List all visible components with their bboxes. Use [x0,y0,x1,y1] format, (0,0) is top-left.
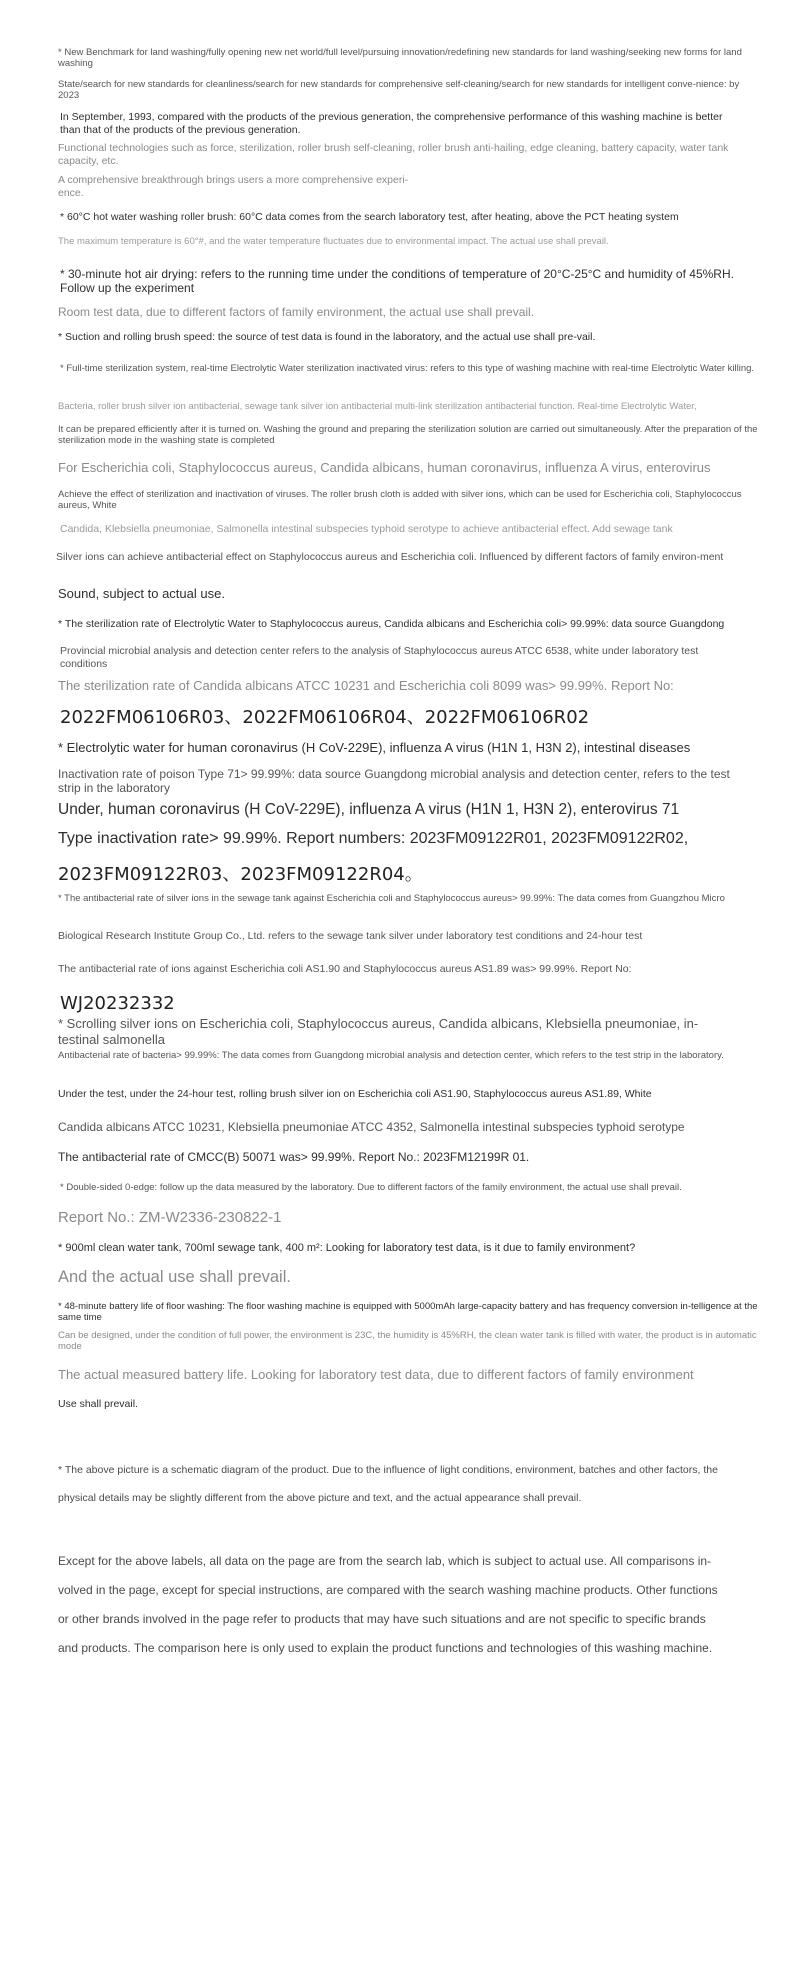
note-paragraph: Candida, Klebsiella pneumoniae, Salmonella intestinal subspecies typhoid serotype to achieve antibacterial effect. Add sewage tank [60,523,673,535]
disclaimer-paragraph: * The above picture is a schematic diagram of the product. Due to the influence of light conditions, environment, batches and other factors, the physical details may be slightly different from the above picture and text, and the actual appearance shall prevail. [58,1464,718,1504]
note-paragraph: Type inactivation rate> 99.99%. Report numbers: 2023FM09122R01, 2023FM09122R02, [58,830,689,847]
note-paragraph: And the actual use shall prevail. [58,1268,291,1286]
disclaimer-paragraph: Except for the above labels, all data on the page are from the search lab, which is subject to actual use. All comparisons in-volved in the page, except for special instructions, are compared with the search washing machine products. Other functions or other brands involved in the page refer to products that may have such situations and are not specific to specific brands and products. The comparison here is only used to explain the product functions and technologies of this washing machine. [58,1554,718,1655]
note-paragraph: The antibacterial rate of CMCC(B) 50071 was> 99.99%. Report No.: 2023FM12199R 01. [58,1150,530,1164]
report-number: WJ20232332 [60,993,175,1014]
note-paragraph: Provincial microbial analysis and detection center refers to the analysis of Staphylococcus aureus ATCC 6538, white under laboratory test conditions [60,645,699,670]
note-paragraph: * 900ml clean water tank, 700ml sewage tank, 400 m²: Looking for laboratory test data, is it due to family environment? [58,1242,636,1254]
note-paragraph: * 30-minute hot air drying: refers to the running time under the conditions of temperature of 20°C-25°C and humidity of 45%RH. Follow up the experiment [60,267,734,296]
note-paragraph: The sterilization rate of Candida albicans ATCC 10231 and Escherichia coli 8099 was> 99.99%. Report No: [58,678,674,693]
note-paragraph: * The antibacterial rate of silver ions in the sewage tank against Escherichia coli and Staphylococcus aureus> 99.99%: The data comes from Guangzhou Micro [58,893,725,904]
note-paragraph: Sound, subject to actual use. [58,586,225,601]
note-paragraph: * Full-time sterilization system, real-time Electrolytic Water sterilization inactivated virus: refers to this type of washing machine with real-time Electrolytic Water killing. [60,363,755,374]
note-paragraph: It can be prepared efficiently after it is turned on. Washing the ground and preparing the sterilization solution are carried out simultaneously. After the preparation of the sterilization mode in the washing state is completed [58,424,758,447]
note-paragraph: Candida albicans ATCC 10231, Klebsiella pneumoniae ATCC 4352, Salmonella intestinal subspecies typhoid serotype [58,1120,685,1134]
note-paragraph: Silver ions can achieve antibacterial effect on Staphylococcus aureus and Escherichia coli. Influenced by different factors of family environ-ment [56,551,724,563]
report-number: Report No.: ZM-W2336-230822-1 [58,1209,282,1226]
note-paragraph: The actual measured battery life. Looking for laboratory test data, due to different factors of family environment [58,1367,694,1382]
note-paragraph: Room test data, due to different factors of family environment, the actual use shall prevail. [58,305,535,319]
note-paragraph: * Suction and rolling brush speed: the source of test data is found in the laboratory, and the actual use shall pre-vail. [58,331,596,343]
note-paragraph: The antibacterial rate of ions against Escherichia coli AS1.90 and Staphylococcus aureus AS1.89 was> 99.99%. Report No: [58,963,632,975]
note-paragraph: Use shall prevail. [58,1398,138,1410]
note-paragraph: * Double-sided 0-edge: follow up the data measured by the laboratory. Due to different factors of the family environment, the actual use shall prevail. [60,1182,682,1193]
note-paragraph: * Scrolling silver ions on Escherichia coli, Staphylococcus aureus, Candida albicans, Klebsiella pneumoniae, in-testinal salmonella [58,1016,699,1047]
note-paragraph: Achieve the effect of sterilization and inactivation of viruses. The roller brush cloth is added with silver ions, which can be used for Escherichia coli, Staphylococcus aureus, White [58,489,742,512]
note-paragraph: Bacteria, roller brush silver ion antibacterial, sewage tank silver ion antibacterial multi-link sterilization antibacterial function. Real-time Electrolytic Water, [58,401,697,412]
note-paragraph: Biological Research Institute Group Co., Ltd. refers to the sewage tank silver under laboratory test conditions and 24-hour test [58,930,643,942]
note-paragraph: Functional technologies such as force, sterilization, roller brush self-cleaning, roller brush anti-hailing, edge cleaning, battery capacity, water tank capacity, etc. [58,142,729,167]
note-paragraph: State/search for new standards for cleanliness/search for new standards for comprehensive self-cleaning/search for new standards for intelligent conve-nience: by 2023 [58,79,740,102]
note-paragraph: * Electrolytic water for human coronavirus (H CoV-229E), influenza A virus (H1N 1, H3N 2), intestinal diseases [58,740,691,755]
report-number: 2022FM06106R03、2022FM06106R04、2022FM06106R02 [60,707,590,728]
note-paragraph: Antibacterial rate of bacteria> 99.99%: The data comes from Guangdong microbial analysis and detection center, which refers to the test strip in the laboratory. [58,1050,724,1061]
note-paragraph: The maximum temperature is 60°#, and the water temperature fluctuates due to environmental impact. The actual use shall prevail. [58,236,609,247]
note-paragraph: Under the test, under the 24-hour test, rolling brush silver ion on Escherichia coli AS1.90, Staphylococcus aureus AS1.89, White [58,1088,652,1100]
note-paragraph: Under, human coronavirus (H CoV-229E), influenza A virus (H1N 1, H3N 2), enterovirus 71 [58,801,680,818]
note-paragraph: Can be designed, under the condition of full power, the environment is 23C, the humidity is 45%RH, the clean water tank is filled with water, the product is in automatic mode [58,1330,757,1353]
note-paragraph: In September, 1993, compared with the products of the previous generation, the comprehensive performance of this washing machine is better than that of the products of the previous generation. [60,111,723,136]
note-paragraph: * New Benchmark for land washing/fully opening new net world/full level/pursuing innovation/redefining new standards for land washing/seeking new forms for land washing [58,47,742,70]
note-paragraph: For Escherichia coli, Staphylococcus aureus, Candida albicans, human coronavirus, influenza A virus, enterovirus [58,460,711,475]
note-paragraph: * 60°C hot water washing roller brush: 60°C data comes from the search laboratory test, after heating, above the PCT heating system [60,211,679,223]
report-number: 2023FM09122R03、2023FM09122R04。 [58,864,423,885]
note-paragraph: A comprehensive breakthrough brings users a more comprehensive experi-ence. [58,174,409,199]
note-paragraph: * 48-minute battery life of floor washing: The floor washing machine is equipped with 5000mAh large-capacity battery and has frequency conversion in-telligence at the same time [58,1301,758,1324]
note-paragraph: Inactivation rate of poison Type 71> 99.99%: data source Guangdong microbial analysis and detection center, refers to the test strip in the laboratory [58,767,730,796]
note-paragraph: * The sterilization rate of Electrolytic Water to Staphylococcus aureus, Candida albicans and Escherichia coli> 99.99%: data source Guangdong [58,618,725,630]
